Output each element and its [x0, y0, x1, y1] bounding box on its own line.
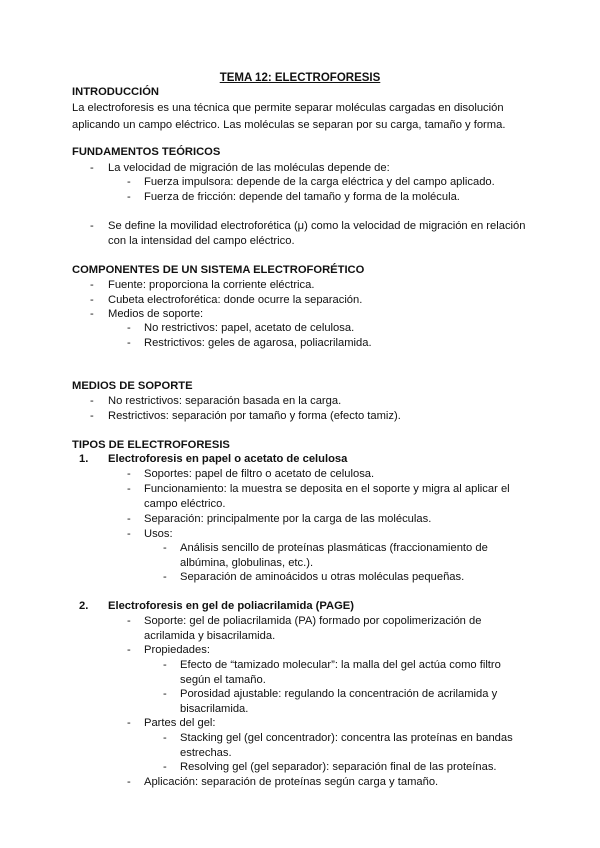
list-item: Se define la movilidad electroforética (μ) como la velocidad de migración en relación — [108, 220, 526, 232]
bullet-dash: - — [127, 615, 131, 627]
list-item: No restrictivos: papel, acetato de celulosa. — [144, 322, 355, 334]
bullet-dash: - — [127, 337, 131, 349]
section-heading-fundamentos: FUNDAMENTOS TEÓRICOS — [72, 146, 221, 158]
paragraph-line: aplicando un campo eléctrico. Las moléculas se separan por su carga, tamaño y forma. — [72, 119, 506, 131]
list-item: Resolving gel (gel separador): separación final de las proteínas. — [180, 761, 497, 773]
list-item: Porosidad ajustable: regulando la concentración de acrilamida y — [180, 688, 498, 700]
list-item-continuation: bisacrilamida. — [180, 703, 249, 715]
list-item-continuation: acrilamida y bisacrilamida. — [144, 630, 276, 642]
paragraph-line: La electroforesis es una técnica que permite separar moléculas cargadas en disolución — [72, 102, 504, 114]
list-item-continuation: estrechas. — [180, 747, 232, 759]
document-title: TEMA 12: ELECTROFORESIS — [219, 72, 381, 84]
bullet-dash: - — [163, 732, 167, 744]
bullet-dash: - — [90, 279, 94, 291]
bullet-dash: - — [163, 571, 167, 583]
list-item: Propiedades: — [144, 644, 210, 656]
list-item: La velocidad de migración de las moléculas depende de: — [108, 162, 390, 174]
bullet-dash: - — [127, 513, 131, 525]
list-item: Funcionamiento: la muestra se deposita en el soporte y migra al aplicar el — [144, 483, 510, 495]
list-item: Fuerza de fricción: depende del tamaño y forma de la molécula. — [144, 191, 460, 203]
section-heading-tipos: TIPOS DE ELECTROFORESIS — [72, 439, 230, 451]
list-item: Medios de soporte: — [108, 308, 204, 320]
list-item: Partes del gel: — [144, 717, 216, 729]
bullet-dash: - — [163, 542, 167, 554]
list-number: 1. — [79, 453, 89, 465]
list-item: Aplicación: separación de proteínas según carga y tamaño. — [144, 776, 439, 788]
bullet-dash: - — [127, 776, 131, 788]
list-item: Separación: principalmente por la carga de las moléculas. — [144, 513, 432, 525]
list-item: Fuerza impulsora: depende de la carga eléctrica y del campo aplicado. — [144, 176, 495, 188]
bullet-dash: - — [90, 162, 94, 174]
list-item: Soportes: papel de filtro o acetato de celulosa. — [144, 468, 375, 480]
list-item-continuation: con la intensidad del campo eléctrico. — [108, 235, 295, 247]
list-item: Restrictivos: geles de agarosa, poliacrilamida. — [144, 337, 372, 349]
bullet-dash: - — [127, 483, 131, 495]
bullet-dash: - — [127, 644, 131, 656]
subsection-title: Electroforesis en papel o acetato de celulosa — [108, 453, 348, 465]
bullet-dash: - — [90, 395, 94, 407]
bullet-dash: - — [90, 220, 94, 232]
list-item: Análisis sencillo de proteínas plasmáticas (fraccionamiento de — [180, 542, 488, 554]
bullet-dash: - — [163, 761, 167, 773]
bullet-dash: - — [127, 717, 131, 729]
list-item: Efecto de “tamizado molecular”: la malla del gel actúa como filtro — [180, 659, 501, 671]
section-heading-introduccion: INTRODUCCIÓN — [72, 86, 160, 98]
subsection-title: Electroforesis en gel de poliacrilamida (PAGE) — [108, 600, 354, 612]
list-item: No restrictivos: separación basada en la carga. — [108, 395, 342, 407]
bullet-dash: - — [163, 659, 167, 671]
list-item: Separación de aminoácidos u otras moléculas pequeñas. — [180, 571, 465, 583]
list-item: Cubeta electroforética: donde ocurre la separación. — [108, 294, 363, 306]
section-heading-medios: MEDIOS DE SOPORTE — [72, 380, 193, 392]
list-item: Stacking gel (gel concentrador): concentra las proteínas en bandas — [180, 732, 513, 744]
list-number: 2. — [79, 600, 89, 612]
list-item-continuation: albúmina, globulinas, etc.). — [180, 557, 314, 569]
bullet-dash: - — [90, 410, 94, 422]
bullet-dash: - — [127, 176, 131, 188]
list-item: Soporte: gel de poliacrilamida (PA) formado por copolimerización de — [144, 615, 482, 627]
section-heading-componentes: COMPONENTES DE UN SISTEMA ELECTROFORÉTICO — [72, 264, 365, 276]
list-item: Usos: — [144, 528, 173, 540]
list-item: Fuente: proporciona la corriente eléctrica. — [108, 279, 315, 291]
bullet-dash: - — [127, 528, 131, 540]
bullet-dash: - — [163, 688, 167, 700]
bullet-dash: - — [90, 294, 94, 306]
list-item: Restrictivos: separación por tamaño y forma (efecto tamiz). — [108, 410, 401, 422]
bullet-dash: - — [90, 308, 94, 320]
bullet-dash: - — [127, 468, 131, 480]
bullet-dash: - — [127, 322, 131, 334]
list-item-continuation: según el tamaño. — [180, 674, 266, 686]
bullet-dash: - — [127, 191, 131, 203]
list-item-continuation: campo eléctrico. — [144, 498, 226, 510]
